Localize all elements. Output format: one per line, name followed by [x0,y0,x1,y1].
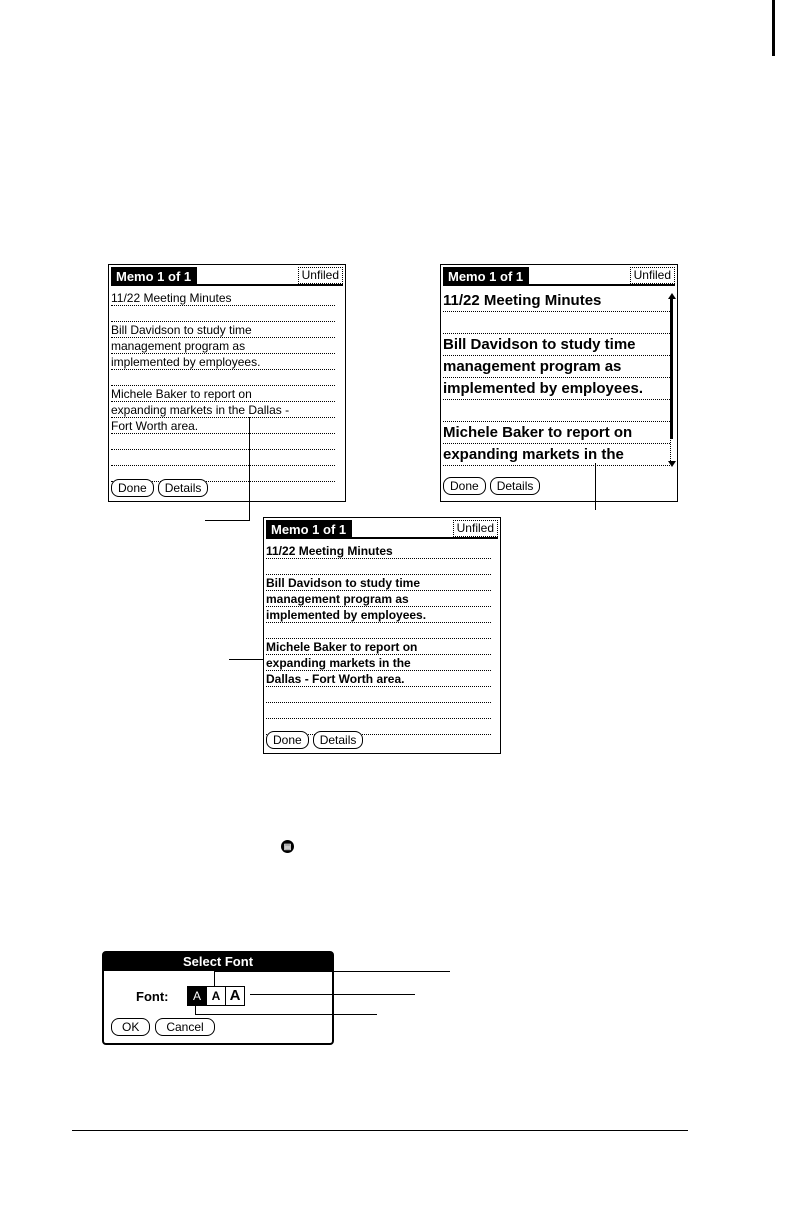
memo-text-line[interactable]: 11/22 Meeting Minutes [443,290,670,312]
callout-line [249,417,250,521]
callout-line [595,463,596,510]
font-selector [188,986,245,1006]
memo-text-line[interactable]: Bill Davidson to study time [443,334,670,356]
memo-text-line[interactable] [266,703,491,719]
category-picker[interactable]: Unfiled [630,267,675,284]
callout-line [195,1014,377,1015]
cancel-button[interactable]: Cancel [155,1018,214,1036]
memo-header [443,267,675,286]
memo-title: Memo 1 of 1 [111,267,197,286]
memo-text-line[interactable] [111,306,335,322]
memo-header [266,520,498,539]
font-option-small[interactable]: A [187,986,207,1006]
memo-text-line[interactable]: management program as [443,356,670,378]
memo-text-line[interactable]: 11/22 Meeting Minutes [111,290,335,306]
category-picker[interactable]: Unfiled [453,520,498,537]
callout-line [214,971,215,987]
dialog-title: Select Font [104,953,332,971]
dialog-footer [111,1018,215,1036]
scroll-thumb[interactable] [670,299,673,439]
details-button[interactable]: Details [313,731,364,749]
memo-screen-small-font [108,264,346,502]
font-option-large[interactable]: A [225,986,245,1006]
memo-text-line[interactable]: Michele Baker to report on [111,386,335,402]
memo-text-line[interactable]: implemented by employees. [266,607,491,623]
memo-text-line[interactable]: expanding markets in the [266,655,491,671]
callout-line [250,994,415,995]
memo-footer [111,479,208,497]
memo-text-line[interactable] [111,370,335,386]
scroll-down-arrow-icon[interactable] [668,461,676,467]
callout-line [214,971,450,972]
memo-text-line[interactable]: Bill Davidson to study time [266,575,491,591]
memo-text-line[interactable] [266,559,491,575]
memo-text-line[interactable] [266,623,491,639]
select-font-dialog [102,951,334,1045]
memo-text-line[interactable] [266,687,491,703]
memo-text-line[interactable] [443,312,670,334]
memo-text-line[interactable]: Michele Baker to report on [266,639,491,655]
memo-header [111,267,343,286]
memo-text-line[interactable]: implemented by employees. [111,354,335,370]
category-picker[interactable]: Unfiled [298,267,343,284]
memo-text-line[interactable]: management program as [111,338,335,354]
callout-line [205,520,250,521]
memo-text-line[interactable]: management program as [266,591,491,607]
memo-screen-large-font [440,264,678,502]
memo-text-line[interactable]: expanding markets in the [443,444,670,466]
memo-text-line[interactable]: Bill Davidson to study time [111,322,335,338]
memo-footer [266,731,363,749]
memo-text-line[interactable]: Michele Baker to report on [443,422,670,444]
scrollbar[interactable] [668,293,676,467]
details-button[interactable]: Details [158,479,209,497]
memo-text-line[interactable] [111,450,335,466]
page-edge-rule [772,0,775,56]
memo-title: Memo 1 of 1 [266,520,352,539]
memo-text-line[interactable]: expanding markets in the Dallas - [111,402,335,418]
memo-text-line[interactable]: Dallas - Fort Worth area. [266,671,491,687]
memo-title: Memo 1 of 1 [443,267,529,286]
font-option-bold[interactable]: A [206,986,226,1006]
callout-line [229,659,263,660]
done-button[interactable]: Done [111,479,154,497]
memo-screen-bold-font [263,517,501,754]
done-button[interactable]: Done [266,731,309,749]
memo-text-line[interactable]: implemented by employees. [443,378,670,400]
memo-text-line[interactable] [111,434,335,450]
page-footer-rule [72,1130,688,1131]
memo-text-line[interactable]: 11/22 Meeting Minutes [266,543,491,559]
done-button[interactable]: Done [443,477,486,495]
memo-text-line[interactable] [443,400,670,422]
menu-icon: ▤ [281,840,294,853]
ok-button[interactable]: OK [111,1018,150,1036]
memo-footer [443,477,540,495]
font-label: Font: [136,989,169,1004]
memo-text-line[interactable]: Fort Worth area. [111,418,335,434]
details-button[interactable]: Details [490,477,541,495]
